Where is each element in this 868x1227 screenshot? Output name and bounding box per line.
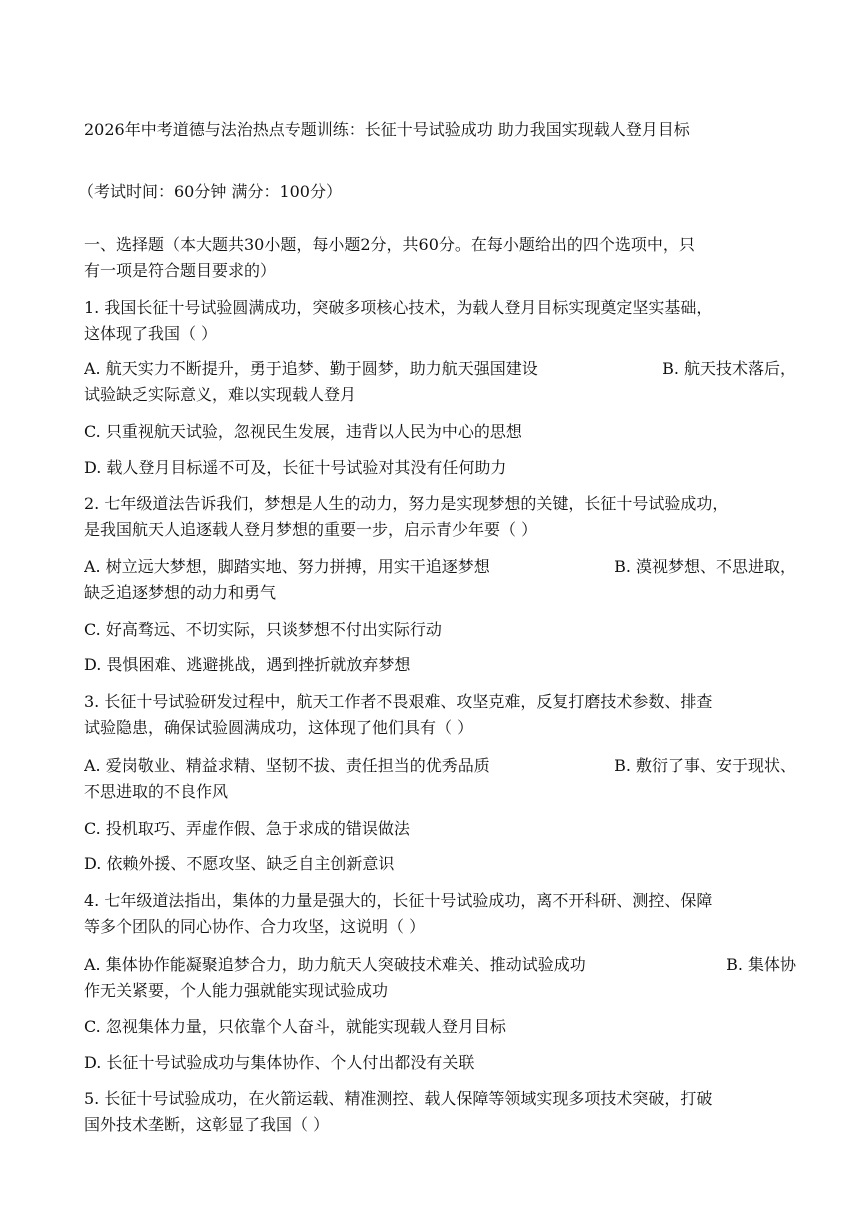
- question-3-option-b: B. 敷衍了事、安于现状、: [614, 756, 796, 775]
- question-1-option-a: A. 航天实力不断提升，勇于追梦、勤于圆梦，助力航天强国建设: [84, 359, 538, 378]
- question-1-option-b: B. 航天技术落后，: [662, 359, 796, 378]
- question-3-option-a: A. 爱岗敬业、精益求精、坚韧不拔、责任担当的优秀品质: [84, 756, 490, 775]
- question-4-options-ab: [84, 953, 796, 977]
- question-3-option-c: C. 投机取巧、弄虚作假、急于求成的错误做法: [84, 819, 410, 838]
- section-heading-line-2: 有一项是符合题目要求的）: [84, 261, 277, 280]
- question-3-stem-line-1: 3. 长征十号试验研发过程中，航天工作者不畏艰难、攻坚克难，反复打磨技术参数、排查: [84, 692, 713, 711]
- question-1-option-b-cont: 试验缺乏实际意义，难以实现载人登月: [84, 385, 357, 404]
- question-3-option-b-cont: 不思进取的不良作风: [84, 782, 229, 801]
- question-2-stem-line-1: 2. 七年级道法告诉我们，梦想是人生的动力，努力是实现梦想的关键，长征十号试验成功，: [84, 494, 729, 513]
- question-3-stem-line-2: 试验隐患，确保试验圆满成功，这体现了他们具有（ ）: [84, 718, 474, 737]
- question-5-stem-line-2: 国外技术垄断，这彰显了我国（ ）: [84, 1115, 330, 1134]
- question-2-option-c: C. 好高骛远、不切实际，只谈梦想不付出实际行动: [84, 620, 442, 639]
- question-3-options-ab: [84, 754, 796, 778]
- question-5-stem-line-1: 5. 长征十号试验成功，在火箭运载、精准测控、载人保障等领域实现多项技术突破，打破: [84, 1089, 713, 1108]
- question-4-option-c: C. 忽视集体力量，只依靠个人奋斗，就能实现载人登月目标: [84, 1017, 506, 1036]
- question-4-option-d: D. 长征十号试验成功与集体协作、个人付出都没有关联: [84, 1053, 475, 1072]
- question-2-option-d: D. 畏惧困难、逃避挑战，遇到挫折就放弃梦想: [84, 655, 411, 674]
- question-1-stem-line-1: 1. 我国长征十号试验圆满成功，突破多项核心技术，为载人登月目标实现奠定坚实基础，: [84, 298, 713, 317]
- question-4-stem-line-1: 4. 七年级道法指出，集体的力量是强大的，长征十号试验成功，离不开科研、测控、保障: [84, 891, 713, 910]
- document-title: 2026年中考道德与法治热点专题训练：长征十号试验成功 助力我国实现载人登月目标: [84, 120, 690, 139]
- question-2-option-b-cont: 缺乏追逐梦想的动力和勇气: [84, 583, 277, 602]
- question-4-option-a: A. 集体协作能凝聚追梦合力，助力航天人突破技术难关、推动试验成功: [84, 955, 586, 974]
- question-2-options-ab: [84, 555, 796, 579]
- exam-info: （考试时间：60分钟 满分：100分）: [78, 182, 342, 201]
- question-4-option-b-cont: 作无关紧要，个人能力强就能实现试验成功: [84, 981, 389, 1000]
- question-2-option-a: A. 树立远大梦想，脚踏实地、努力拼搏，用实干追逐梦想: [84, 557, 490, 576]
- question-1-stem-line-2: 这体现了我国（ ）: [84, 324, 218, 343]
- question-3-option-d: D. 依赖外援、不愿攻坚、缺乏自主创新意识: [84, 854, 395, 873]
- question-1-option-c: C. 只重视航天试验，忽视民生发展，违背以人民为中心的思想: [84, 422, 522, 441]
- question-4-option-b: B. 集体协: [726, 955, 796, 974]
- section-heading-line-1: 一、选择题（本大题共30小题，每小题2分，共60分。在每小题给出的四个选项中，只: [84, 235, 695, 254]
- question-1-option-d: D. 载人登月目标遥不可及，长征十号试验对其没有任何助力: [84, 458, 507, 477]
- question-2-stem-line-2: 是我国航天人追逐载人登月梦想的重要一步，启示青少年要（ ）: [84, 520, 538, 539]
- question-4-stem-line-2: 等多个团队的同心协作、合力攻坚，这说明（ ）: [84, 917, 426, 936]
- question-1-options-ab: [84, 357, 796, 381]
- question-2-option-b: B. 漠视梦想、不思进取，: [614, 557, 796, 576]
